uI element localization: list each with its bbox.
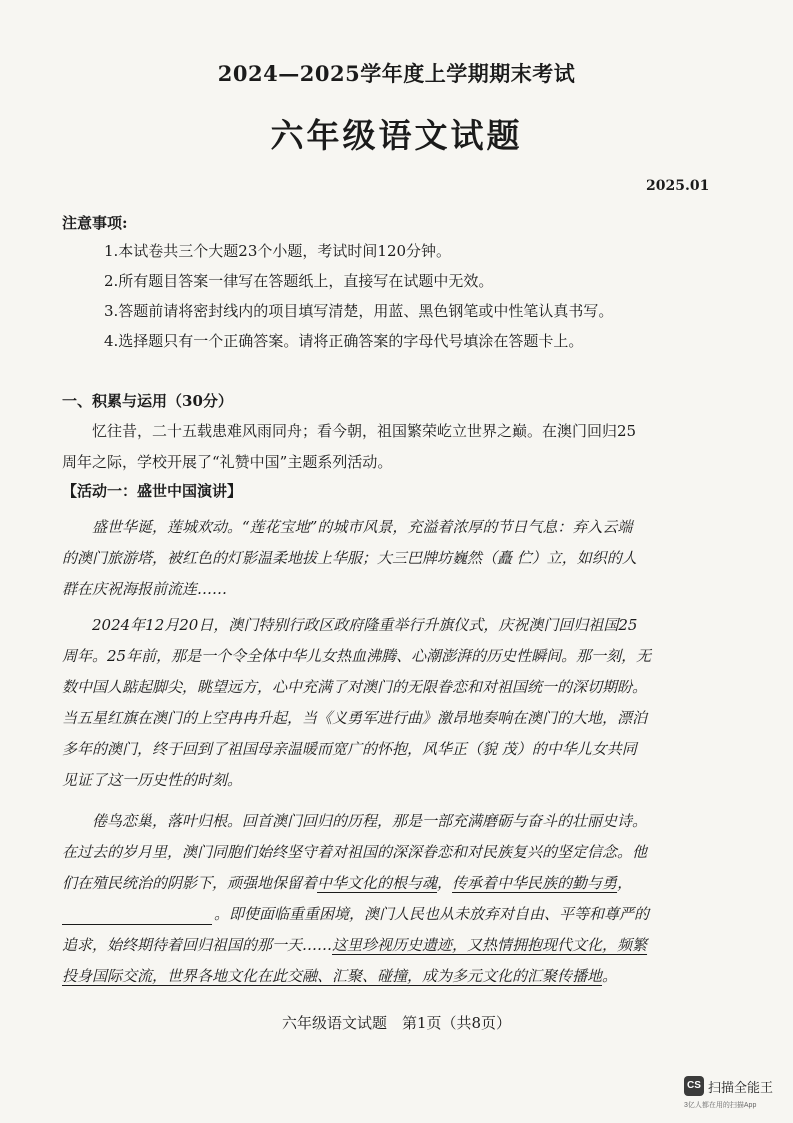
text-line: 数中国人踮起脚尖，眺望远方，心中充满了对澳门的无限眷恋和对祖国统一的深切期盼。 (62, 678, 648, 696)
notice-item: 1.本试卷共三个大题23个小题，考试时间120分钟。 (104, 242, 452, 260)
text-line: 见证了这一历史性的时刻。 (62, 771, 243, 789)
text-line (62, 930, 702, 961)
text-segment: ， (437, 874, 453, 892)
text-line: 群在庆祝海报前流连…… (62, 580, 228, 598)
speech-paragraph-1 (62, 512, 702, 605)
paper-title: 六年级语文试题 (270, 116, 523, 155)
text-line: 周年之际，学校开展了“礼赞中国”主题系列活动。 (62, 453, 393, 471)
watermark-name: 扫描全能王 (708, 1080, 774, 1095)
notice-item: 4.选择题只有一个正确答案。请将正确答案的字母代号填涂在答题卡上。 (104, 332, 584, 350)
speech-paragraph-2 (62, 610, 702, 796)
notice-heading: 注意事项: (62, 214, 128, 232)
text-line: 忆往昔，二十五载患难风雨同舟；看今朝，祖国繁荣屹立世界之巅。在澳门回归25 (92, 422, 637, 440)
text-segment: 。 (602, 967, 618, 985)
fill-in-blank[interactable] (62, 906, 212, 925)
text-line (62, 899, 702, 930)
text-line: 2024年12月20日，澳门特别行政区政府隆重举行升旗仪式，庆祝澳门回归祖国25 (92, 616, 638, 634)
intro-paragraph (62, 416, 702, 478)
underlined-phrase: 中华文化的根与魂 (317, 874, 438, 892)
text-line: 周年。25年前，那是一个令全体中华儿女热血沸腾、心潮澎湃的历史性瞬间。那一刻，无 (62, 647, 652, 665)
watermark-tagline: 3亿人都在用的扫描App (684, 1102, 757, 1109)
underlined-phrase: 传承着中华民族的勤与勇 (452, 874, 618, 892)
scanner-watermark (684, 1076, 784, 1112)
exam-title: 2024—2025学年度上学期期末考试 (217, 61, 576, 86)
notice-list (104, 236, 744, 356)
notice-item: 3.答题前请将密封线内的项目填写清楚，用蓝、黑色钢笔或中性笔认真书写。 (104, 302, 614, 320)
text-line: 的澳门旅游塔，被红色的灯影温柔地拔上华服；大三巴牌坊巍然（矗 伫）立，如织的人 (62, 549, 637, 567)
text-segment: 们在殖民统治的阴影下，顽强地保留着 (62, 874, 318, 892)
text-segment: ， (617, 874, 633, 892)
underlined-sentence: 投身国际交流，世界各地文化在此交融、汇聚、碰撞，成为多元文化的汇聚传播地 (62, 967, 603, 985)
text-segment: 。即使面临重重困境，澳门人民也从未放弃对自由、平等和尊严的 (214, 905, 650, 923)
activity-heading: 【活动一：盛世中国演讲】 (62, 482, 243, 500)
text-line: 盛世华诞，莲城欢动。“莲花宝地”的城市风景，充溢着浓厚的节日气息：弃入云端 (92, 518, 633, 536)
text-segment: 追求，始终期待着回归祖国的那一天…… (62, 936, 333, 954)
text-line: 在过去的岁月里，澳门同胞们始终坚守着对祖国的深深眷恋和对民族复兴的坚定信念。他 (62, 843, 648, 861)
underlined-sentence: 这里珍视历史遗迹，又热情拥抱现代文化，频繁 (332, 936, 648, 954)
text-line: 当五星红旗在澳门的上空冉冉升起，当《义勇军进行曲》激昂地奏响在澳门的大地，漂泊 (62, 709, 648, 727)
notice-item: 2.所有题目答案一律写在答题纸上，直接写在试题中无效。 (104, 272, 494, 290)
text-line: 倦鸟恋巢，落叶归根。回首澳门回归的历程，那是一部充满磨砺与奋斗的壮丽史诗。 (92, 812, 648, 830)
text-line (62, 868, 702, 899)
camscanner-logo-icon: CS (684, 1076, 704, 1096)
text-line (62, 961, 702, 992)
text-line: 多年的澳门，终于回到了祖国母亲温暖而宽广的怀抱，风华正（貌 茂）的中华儿女共同 (62, 740, 637, 758)
speech-paragraph-3 (62, 806, 702, 992)
page-footer: 六年级语文试题 第1页（共8页） (281, 1014, 512, 1032)
exam-date: 2025.01 (646, 178, 710, 194)
section-heading: 一、积累与运用（30分） (62, 392, 233, 410)
